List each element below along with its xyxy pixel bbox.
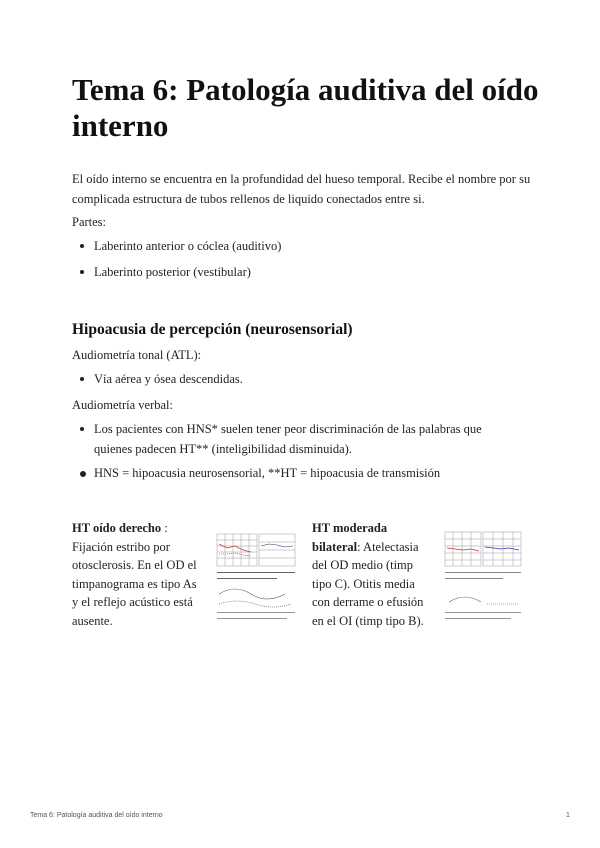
partes-label: Partes: [72,215,107,229]
audiogram-thumbnail-right-ear [215,532,297,624]
left-column-body: : Fijación estribo por otosclerosis. En el OD el timpanograma es tipo As y el reflejo acústico está ausente. [72,521,197,628]
audio-tonal-label: Audiometría tonal (ATL): [72,348,202,362]
intro-paragraph: El oído interno se encuentra en la profundidad del hueso temporal. Recibe el nombre por su complicada estructura de tubos rellenos de liquido conectados entre si. [72,172,531,206]
audio-verbal-label: Audiometría verbal: [72,398,174,412]
right-column-text [312,519,424,630]
audio-verbal-sublist [72,463,532,483]
audiogram-thumbnail-bilateral [443,530,523,622]
partes-list [72,236,532,282]
footer-title: Tema 6: Patología auditiva del oído interno [30,812,163,819]
right-column-heading: HT moderada bilateral [312,521,388,554]
left-column-text [72,519,200,630]
right-column-body: : Atelectasia del OD medio (timp tipo C). Otitis media con derrame o efusión en el OI (timp tipo B). [312,539,424,628]
audio-verbal-list [72,419,522,459]
page-title: Tema 6: Patología auditiva del oído interno [72,72,539,143]
page-number: 1 [566,812,570,819]
list-item: HNS = hipoacusia neurosensorial, **HT = hipoacusia de transmisión [72,463,532,483]
audio-tonal-list [72,369,532,389]
list-item: Laberinto anterior o cóclea (auditivo) [72,236,532,256]
left-column-heading: HT oído derecho [72,521,162,535]
list-item: Los pacientes con HNS* suelen tener peor discriminación de las palabras que quienes padecen HT** (inteligibilidad disminuida). [72,419,522,459]
section-title: Hipoacusia de percepción (neurosensorial) [72,321,353,338]
list-item: Vía aérea y ósea descendidas. [72,369,532,389]
list-item: Laberinto posterior (vestibular) [72,262,532,282]
